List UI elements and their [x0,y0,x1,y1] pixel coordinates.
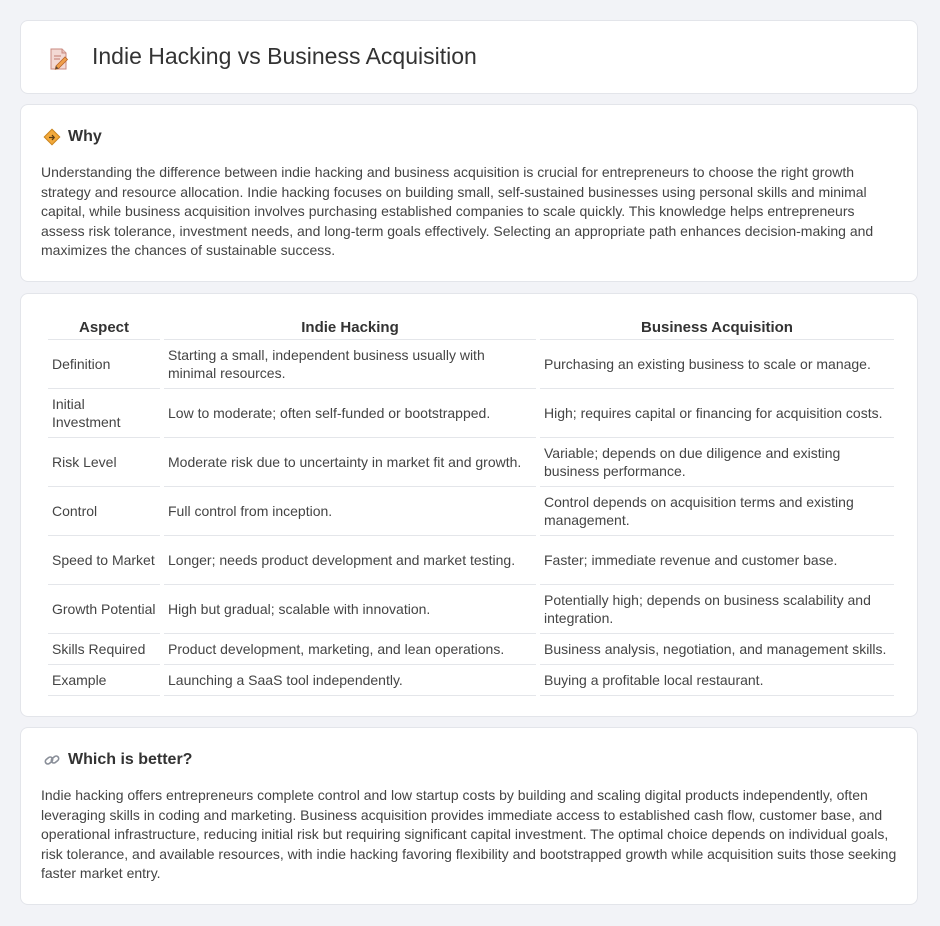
cell-indie: Moderate risk due to uncertainty in market fit and growth. [164,438,536,487]
better-heading [43,751,192,769]
cell-aspect: Speed to Market [48,536,160,585]
table-row [48,536,894,585]
comparison-table [44,316,898,696]
why-text: Understanding the difference between indie hacking and business acquisition is crucial for entrepreneurs to choose the right growth strategy and resource allocation. Indie hacking focuses on building small, self-sustained businesses using personal skills and minimal capital, while business acquisition involves purchasing established companies to scale quickly. This knowledge helps entrepreneurs assess risk tolerance, investment needs, and long-term goals effectively. Selecting an appropriate path enhances decision-making and maximizes the chances of sustainable success. [41,164,874,258]
better-title: Which is better? [68,751,193,768]
why-section [20,104,918,282]
table-row [48,438,894,487]
header-indie-hacking: Indie Hacking [164,316,536,340]
page-title: Indie Hacking vs Business Acquisition [92,43,477,69]
cell-indie: Low to moderate; often self-funded or bootstrapped. [164,389,536,438]
which-is-better-section [20,727,918,905]
table-header-row [48,316,894,340]
cell-acquisition: Faster; immediate revenue and customer base. [540,536,894,585]
cell-acquisition: Variable; depends on due diligence and existing business performance. [540,438,894,487]
comparison-card [20,293,918,717]
cell-acquisition: Business analysis, negotiation, and management skills. [540,634,894,665]
cell-acquisition: Control depends on acquisition terms and existing management. [540,487,894,536]
cell-acquisition: High; requires capital or financing for acquisition costs. [540,389,894,438]
cell-aspect: Skills Required [48,634,160,665]
header-aspect: Aspect [48,316,160,340]
cell-acquisition: Buying a profitable local restaurant. [540,665,894,696]
cell-aspect: Control [48,487,160,536]
cell-aspect: Risk Level [48,438,160,487]
table-row [48,634,894,665]
diamond-sign-icon [43,128,61,146]
table-row [48,665,894,696]
cell-aspect: Example [48,665,160,696]
why-title: Why [68,128,102,145]
why-heading [43,128,102,146]
table-row [48,389,894,438]
cell-acquisition: Purchasing an existing business to scale or manage. [540,340,894,389]
cell-acquisition: Potentially high; depends on business scalability and integration. [540,585,894,634]
link-icon [43,751,61,769]
table-row [48,340,894,389]
table-row [48,487,894,536]
cell-aspect: Initial Investment [48,389,160,438]
better-text: Indie hacking offers entrepreneurs complete control and low startup costs by building and scaling digital products independently, often leveraging skills in coding and marketing. Business acquisition provides immediate access to established cash flow, customer base, and operational infrastructure, reducing initial risk but requiring significant capital investment. The optimal choice depends on individual goals, risk tolerance, and available resources, with indie hacking favoring flexibility and bootstrapped growth while acquisition suits those seeking faster market entry. [41,787,897,881]
header-card [20,20,918,94]
cell-aspect: Definition [48,340,160,389]
table-row [48,585,894,634]
cell-indie: Product development, marketing, and lean operations. [164,634,536,665]
cell-aspect: Growth Potential [48,585,160,634]
document-pencil-icon [47,47,71,71]
cell-indie: Longer; needs product development and market testing. [164,536,536,585]
cell-indie: Full control from inception. [164,487,536,536]
cell-indie: High but gradual; scalable with innovation. [164,585,536,634]
cell-indie: Starting a small, independent business usually with minimal resources. [164,340,536,389]
header-business-acquisition: Business Acquisition [540,316,894,340]
cell-indie: Launching a SaaS tool independently. [164,665,536,696]
